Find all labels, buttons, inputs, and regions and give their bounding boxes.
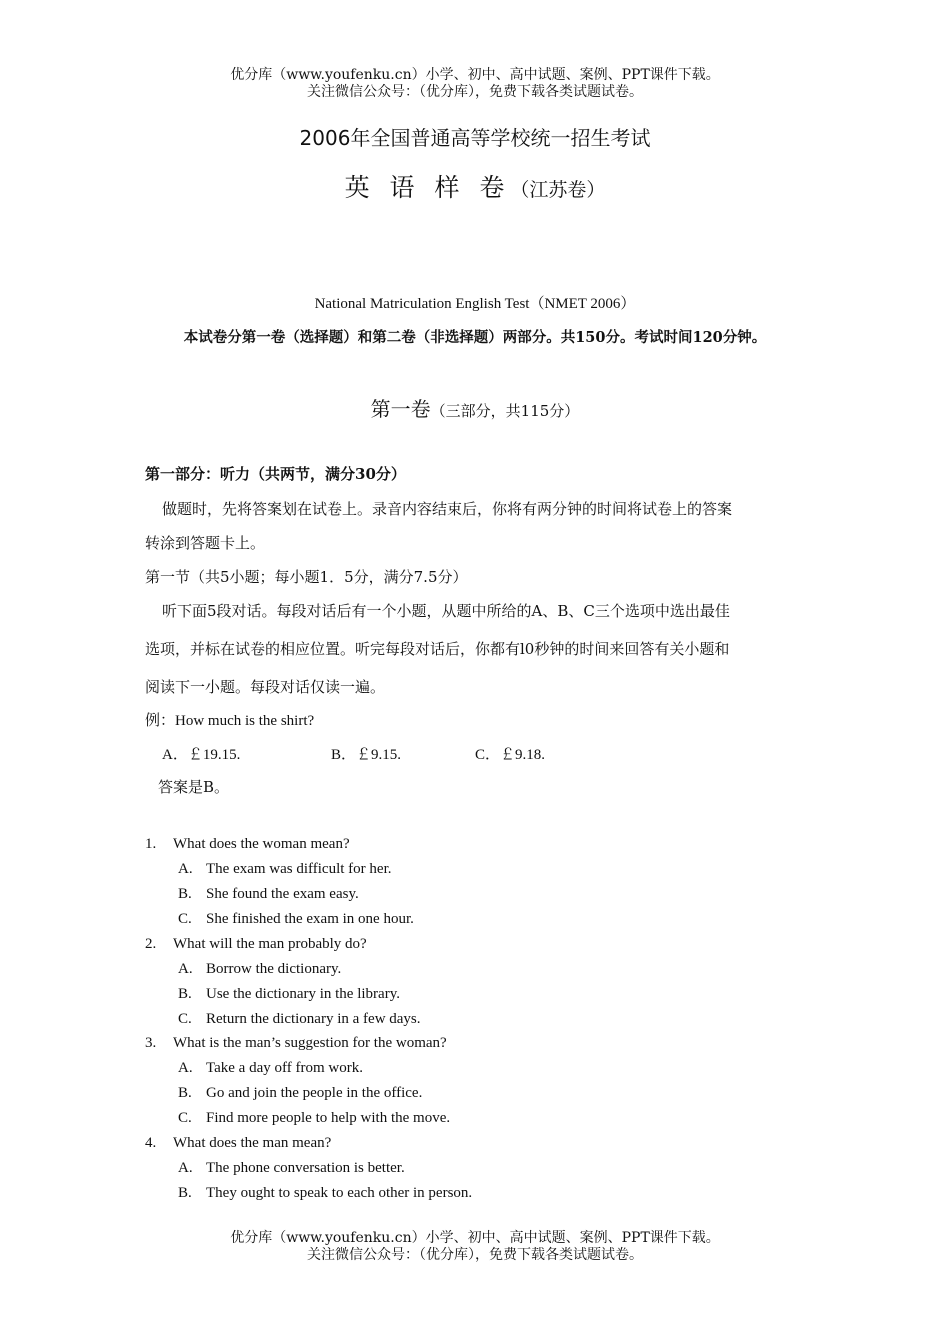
- question-1-option-c: [178, 911, 414, 928]
- paper-title-suffix: （江苏卷）: [510, 179, 606, 201]
- part1-instruction-line-1: 做题时，先将答案划在试卷上。录音内容结束后，你将有两分钟的时间将试卷上的答案: [162, 500, 733, 518]
- example-answer: 答案是B。: [158, 778, 230, 796]
- option-letter: C.: [178, 1110, 192, 1126]
- option-text: Go and join the people in the office.: [206, 1085, 423, 1101]
- option-text: Borrow the dictionary.: [206, 961, 342, 977]
- option-letter: A.: [178, 1160, 193, 1176]
- option-letter: B.: [178, 1185, 192, 1201]
- section1-line-1: 听下面5段对话。每段对话后有一个小题，从题中所给的A、B、C三个选项中选出最佳: [162, 602, 730, 620]
- question-text: What is the man’s suggestion for the woman?: [173, 1035, 447, 1051]
- question-4-option-a: [178, 1160, 405, 1177]
- option-letter: A.: [178, 861, 193, 877]
- option-text: She found the exam easy.: [206, 886, 359, 902]
- part1-instruction-line-2: 转涂到答题卡上。: [145, 534, 266, 552]
- page-footer: [0, 1230, 950, 1264]
- option-letter: C.: [178, 911, 192, 927]
- question-1: [145, 836, 350, 853]
- volume-heading: [0, 393, 950, 422]
- option-letter: B.: [178, 1085, 192, 1101]
- paper-title-main: 英 语 样 卷: [344, 173, 511, 202]
- question-2-option-c: [178, 1011, 421, 1028]
- question-number: 2.: [145, 936, 157, 952]
- header-line-2: 关注微信公众号：（优分库），免费下载各类试题试卷。: [307, 84, 643, 100]
- volume-note: （三部分，共115分）: [430, 402, 580, 420]
- volume-name: 第一卷: [370, 397, 431, 421]
- example-option-a: A．￡19.15.: [162, 747, 241, 763]
- option-text: The exam was difficult for her.: [206, 861, 392, 877]
- example-option-c: C．￡9.18.: [475, 747, 546, 763]
- question-text: What does the woman mean?: [173, 836, 350, 852]
- exam-title: 2006年全国普通高等学校统一招生考试: [299, 126, 651, 150]
- option-text: The phone conversation is better.: [206, 1160, 405, 1176]
- example-option-b: B．￡9.15.: [331, 747, 402, 763]
- exam-info: 本试卷分第一卷（选择题）和第二卷（非选择题）两部分。共150分。考试时间120分钟。: [183, 329, 767, 346]
- question-number: 1.: [145, 836, 157, 852]
- question-2: [145, 936, 367, 953]
- exam-subtitle: National Matriculation English Test（NMET 2006）: [314, 296, 636, 312]
- question-text: What does the man mean?: [173, 1135, 332, 1151]
- question-number: 4.: [145, 1135, 157, 1151]
- question-number: 3.: [145, 1035, 157, 1051]
- footer-line-2: 关注微信公众号：（优分库），免费下载各类试题试卷。: [307, 1247, 643, 1263]
- option-text: They ought to speak to each other in person.: [206, 1185, 473, 1201]
- option-text: She finished the exam in one hour.: [206, 911, 414, 927]
- option-text: Take a day off from work.: [206, 1060, 363, 1076]
- section1-line-2: 选项，并标在试卷的相应位置。听完每段对话后，你都有l0秒钟的时间来回答有关小题和: [145, 640, 730, 658]
- page-header: [0, 67, 950, 101]
- question-1-option-b: [178, 886, 359, 903]
- question-2-option-b: [178, 986, 400, 1003]
- question-3-option-b: [178, 1085, 422, 1102]
- option-text: Use the dictionary in the library.: [206, 986, 400, 1002]
- question-text: What will the man probably do?: [173, 936, 367, 952]
- option-letter: B.: [178, 986, 192, 1002]
- header-line-1: 优分库（www.youfenku.cn）小学、初中、高中试题、案例、PPT课件下载。: [230, 67, 720, 83]
- question-4: [145, 1135, 331, 1152]
- section1-heading: 第一节（共5小题；每小题1．5分，满分7.5分）: [145, 568, 468, 586]
- question-3: [145, 1035, 447, 1052]
- option-letter: A.: [178, 961, 193, 977]
- option-letter: B.: [178, 886, 192, 902]
- example-question: 例：How much is the shirt?: [145, 713, 315, 729]
- part1-heading: 第一部分：听力（共两节，满分30分）: [145, 465, 406, 483]
- option-text: Find more people to help with the move.: [206, 1110, 451, 1126]
- question-2-option-a: [178, 961, 341, 978]
- question-1-option-a: [178, 861, 392, 878]
- option-letter: C.: [178, 1011, 192, 1027]
- section1-line-3: 阅读下一小题。每段对话仅读一遍。: [145, 678, 386, 696]
- option-text: Return the dictionary in a few days.: [206, 1011, 421, 1027]
- question-3-option-c: [178, 1110, 450, 1127]
- question-4-option-b: [178, 1185, 472, 1202]
- question-3-option-a: [178, 1060, 363, 1077]
- option-letter: A.: [178, 1060, 193, 1076]
- footer-line-1: 优分库（www.youfenku.cn）小学、初中、高中试题、案例、PPT课件下载。: [230, 1230, 720, 1246]
- paper-title: [0, 168, 950, 204]
